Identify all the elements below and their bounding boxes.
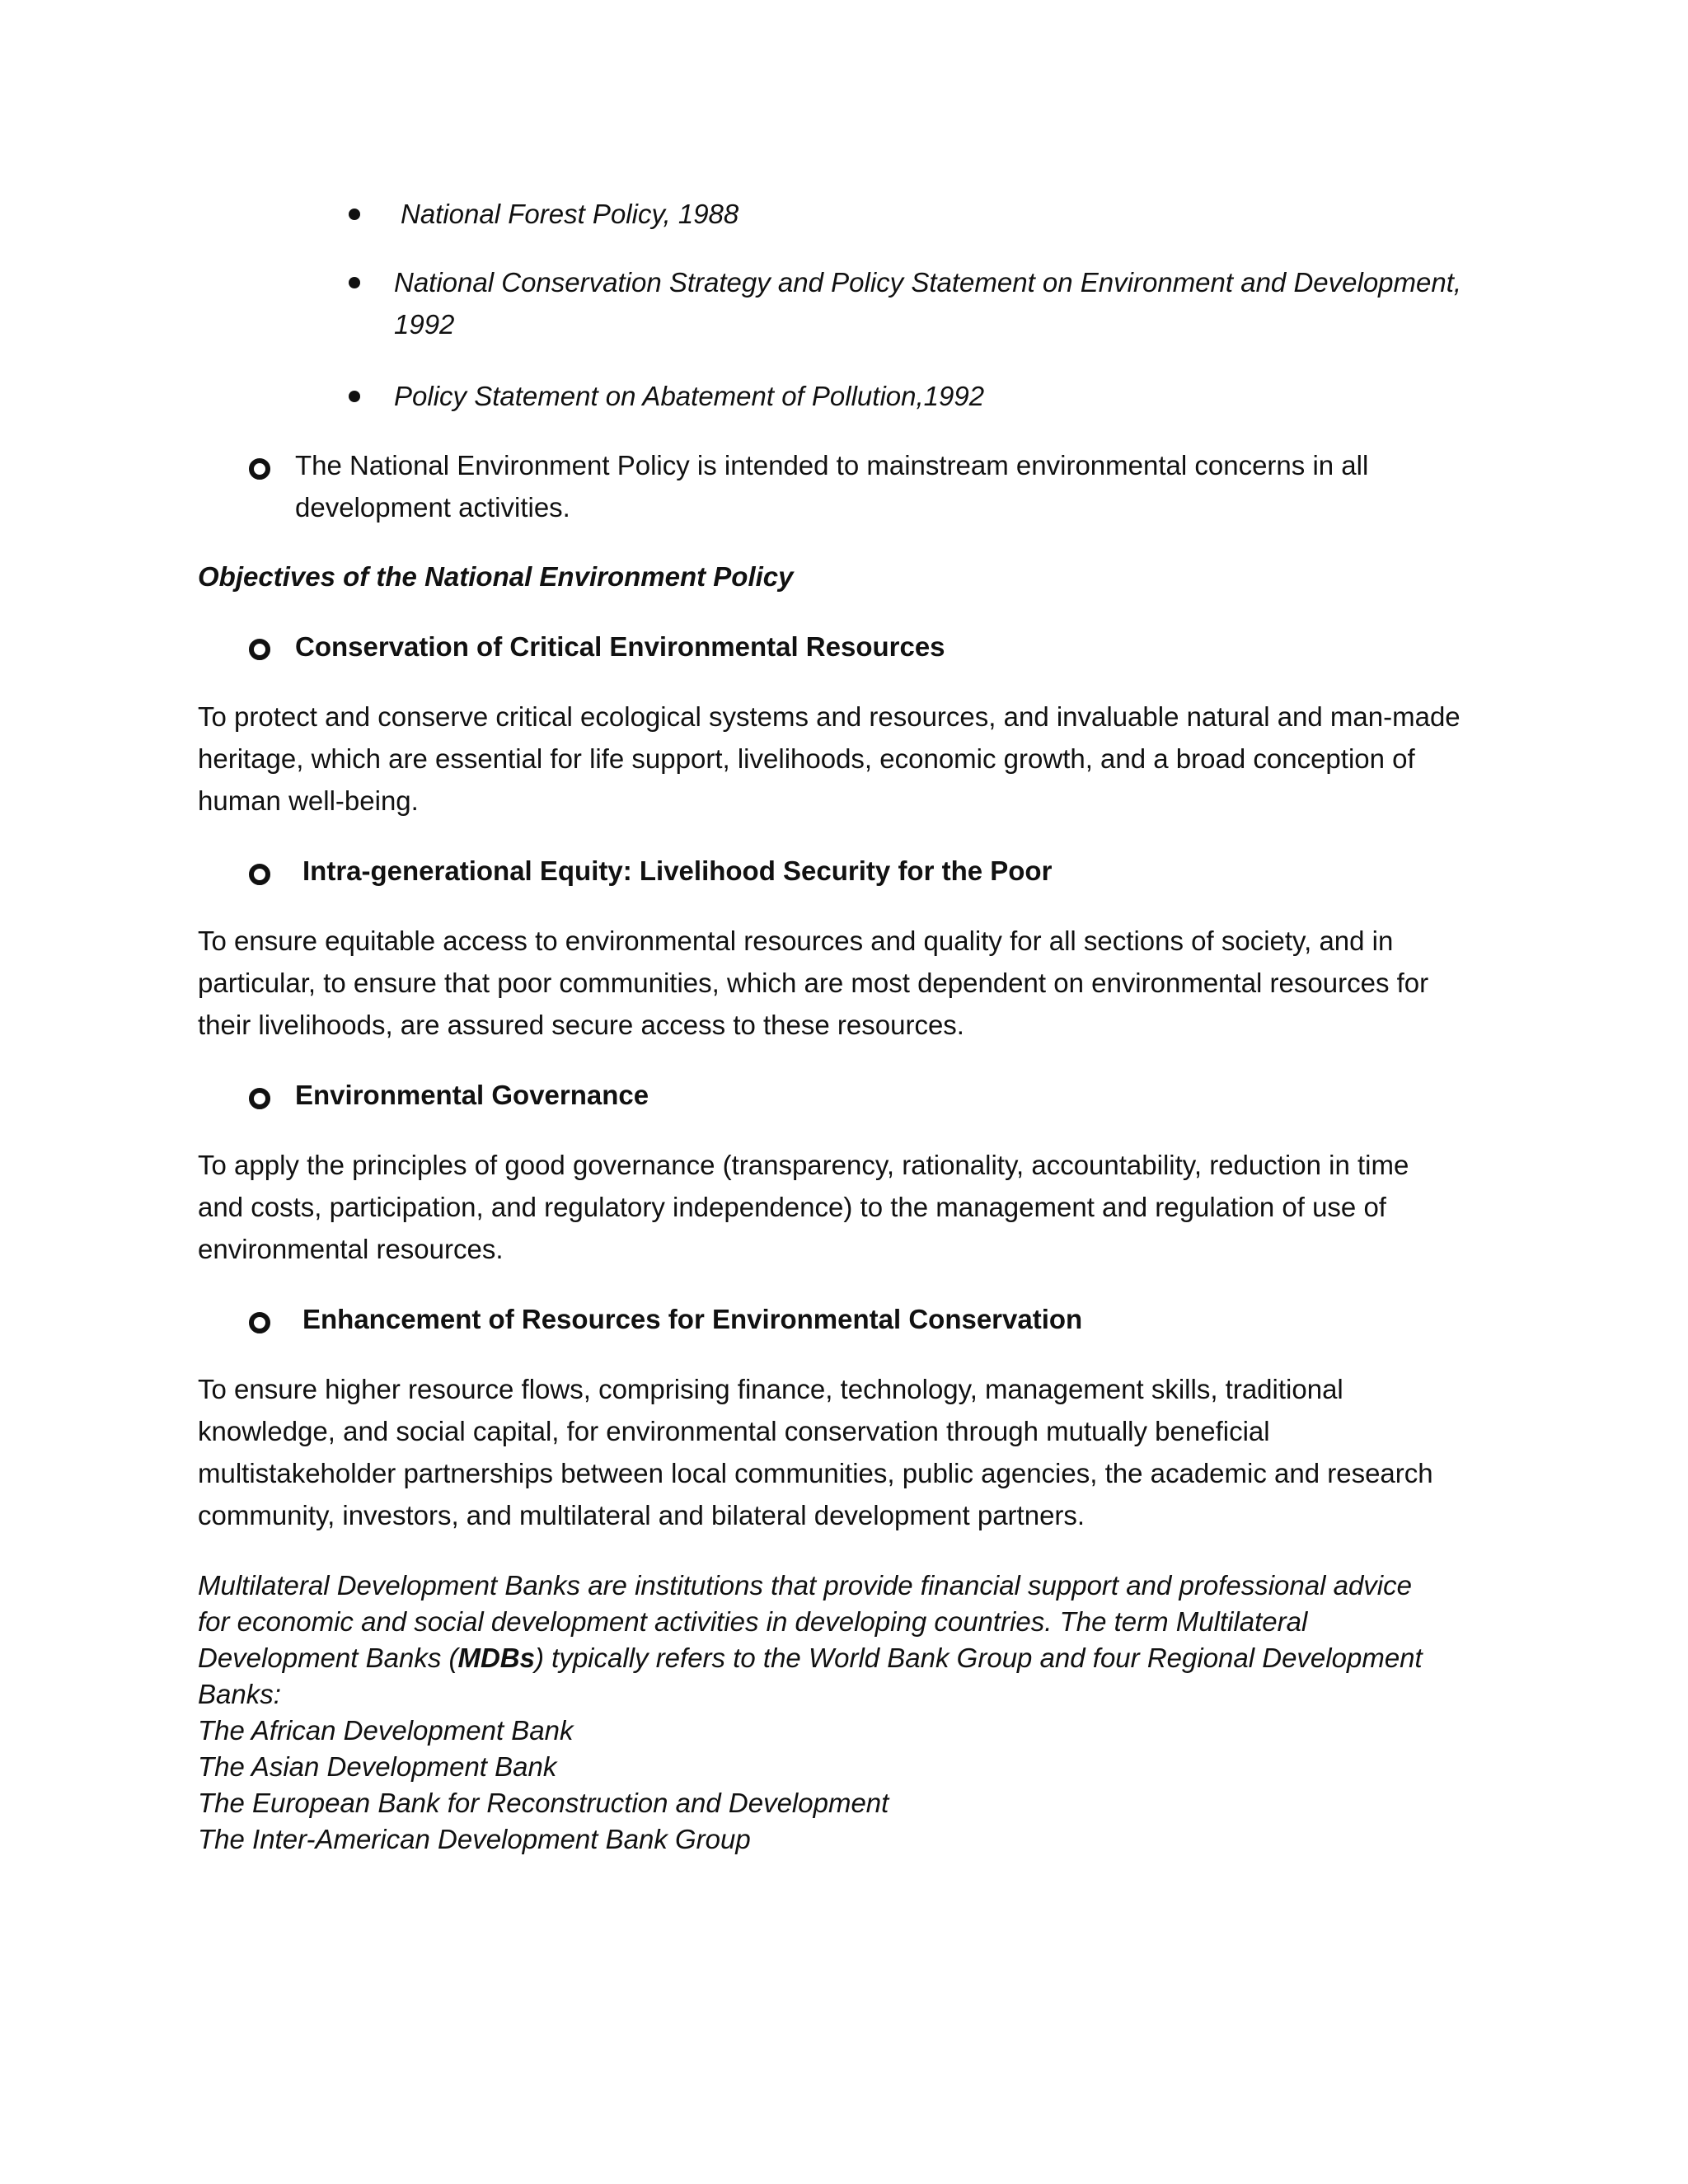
mdb-note-line: Multilateral Development Banks are institutions that provide financial support and professional advice (198, 1570, 1412, 1601)
mdb-note-text: Development Banks ( (198, 1643, 458, 1673)
objective-title: Enhancement of Resources for Environmental Conservation (302, 1304, 1083, 1334)
mdb-note-line: Banks: (198, 1679, 281, 1709)
objective-title: Intra-generational Equity: Livelihood Security for the Poor (302, 855, 1053, 886)
bullet-dot-icon (349, 391, 360, 402)
policy-item: Policy Statement on Abatement of Pollution,1992 (394, 381, 985, 411)
circle-bullet-icon (249, 1088, 270, 1109)
objective-title: Conservation of Critical Environmental Resources (295, 631, 945, 662)
bullet-dot-icon (349, 277, 360, 288)
objective-text-line: heritage, which are essential for life support, livelihoods, economic growth, and a broad conception of (198, 743, 1415, 774)
policy-item-continuation: 1992 (394, 309, 455, 340)
objective-text-line: and costs, participation, and regulatory independence) to the management and regulation of use of (198, 1192, 1386, 1222)
objective-text-line: To ensure equitable access to environmental resources and quality for all sections of society, and in (198, 926, 1394, 956)
objective-text-line: community, investors, and multilateral and bilateral development partners. (198, 1500, 1085, 1530)
policy-item: National Forest Policy, 1988 (401, 199, 739, 229)
objective-text-line: their livelihoods, are assured secure access to these resources. (198, 1010, 964, 1040)
circle-bullet-icon (249, 639, 270, 660)
objective-text-line: knowledge, and social capital, for environmental conservation through mutually beneficial (198, 1416, 1270, 1446)
bank-name: The European Bank for Reconstruction and Development (198, 1788, 889, 1818)
mdb-note-line: for economic and social development activities in developing countries. The term Multilateral (198, 1606, 1308, 1637)
bank-name: The African Development Bank (198, 1715, 574, 1746)
circle-bullet-icon (249, 864, 270, 885)
mdb-acronym: MDBs (457, 1643, 535, 1673)
objective-text-line: environmental resources. (198, 1234, 504, 1264)
circle-bullet-icon (249, 1312, 270, 1333)
objective-text-line: To apply the principles of good governance (transparency, rationality, accountability, reduction in time (198, 1150, 1409, 1180)
objective-text-line: To protect and conserve critical ecological systems and resources, and invaluable natural and man-made (198, 701, 1461, 732)
nep-intro-line: The National Environment Policy is intended to mainstream environmental concerns in all (295, 450, 1369, 480)
bullet-dot-icon (349, 209, 360, 220)
mdb-note-text: ) typically refers to the World Bank Group and four Regional Development (535, 1643, 1423, 1673)
mdb-note-line (198, 1642, 1423, 1675)
objective-title: Environmental Governance (295, 1080, 649, 1110)
policy-item: National Conservation Strategy and Policy Statement on Environment and Development, (394, 267, 1462, 298)
objective-text-line: To ensure higher resource flows, comprising finance, technology, management skills, traditional (198, 1374, 1343, 1404)
bank-name: The Inter-American Development Bank Group (198, 1824, 751, 1854)
objective-text-line: multistakeholder partnerships between local communities, public agencies, the academic and research (198, 1458, 1433, 1488)
nep-intro-line: development activities. (295, 492, 570, 523)
objective-text-line: particular, to ensure that poor communities, which are most dependent on environmental resources for (198, 968, 1429, 998)
objectives-heading: Objectives of the National Environment Policy (198, 561, 794, 592)
objective-text-line: human well-being. (198, 785, 419, 816)
circle-bullet-icon (249, 458, 270, 480)
bank-name: The Asian Development Bank (198, 1751, 557, 1782)
